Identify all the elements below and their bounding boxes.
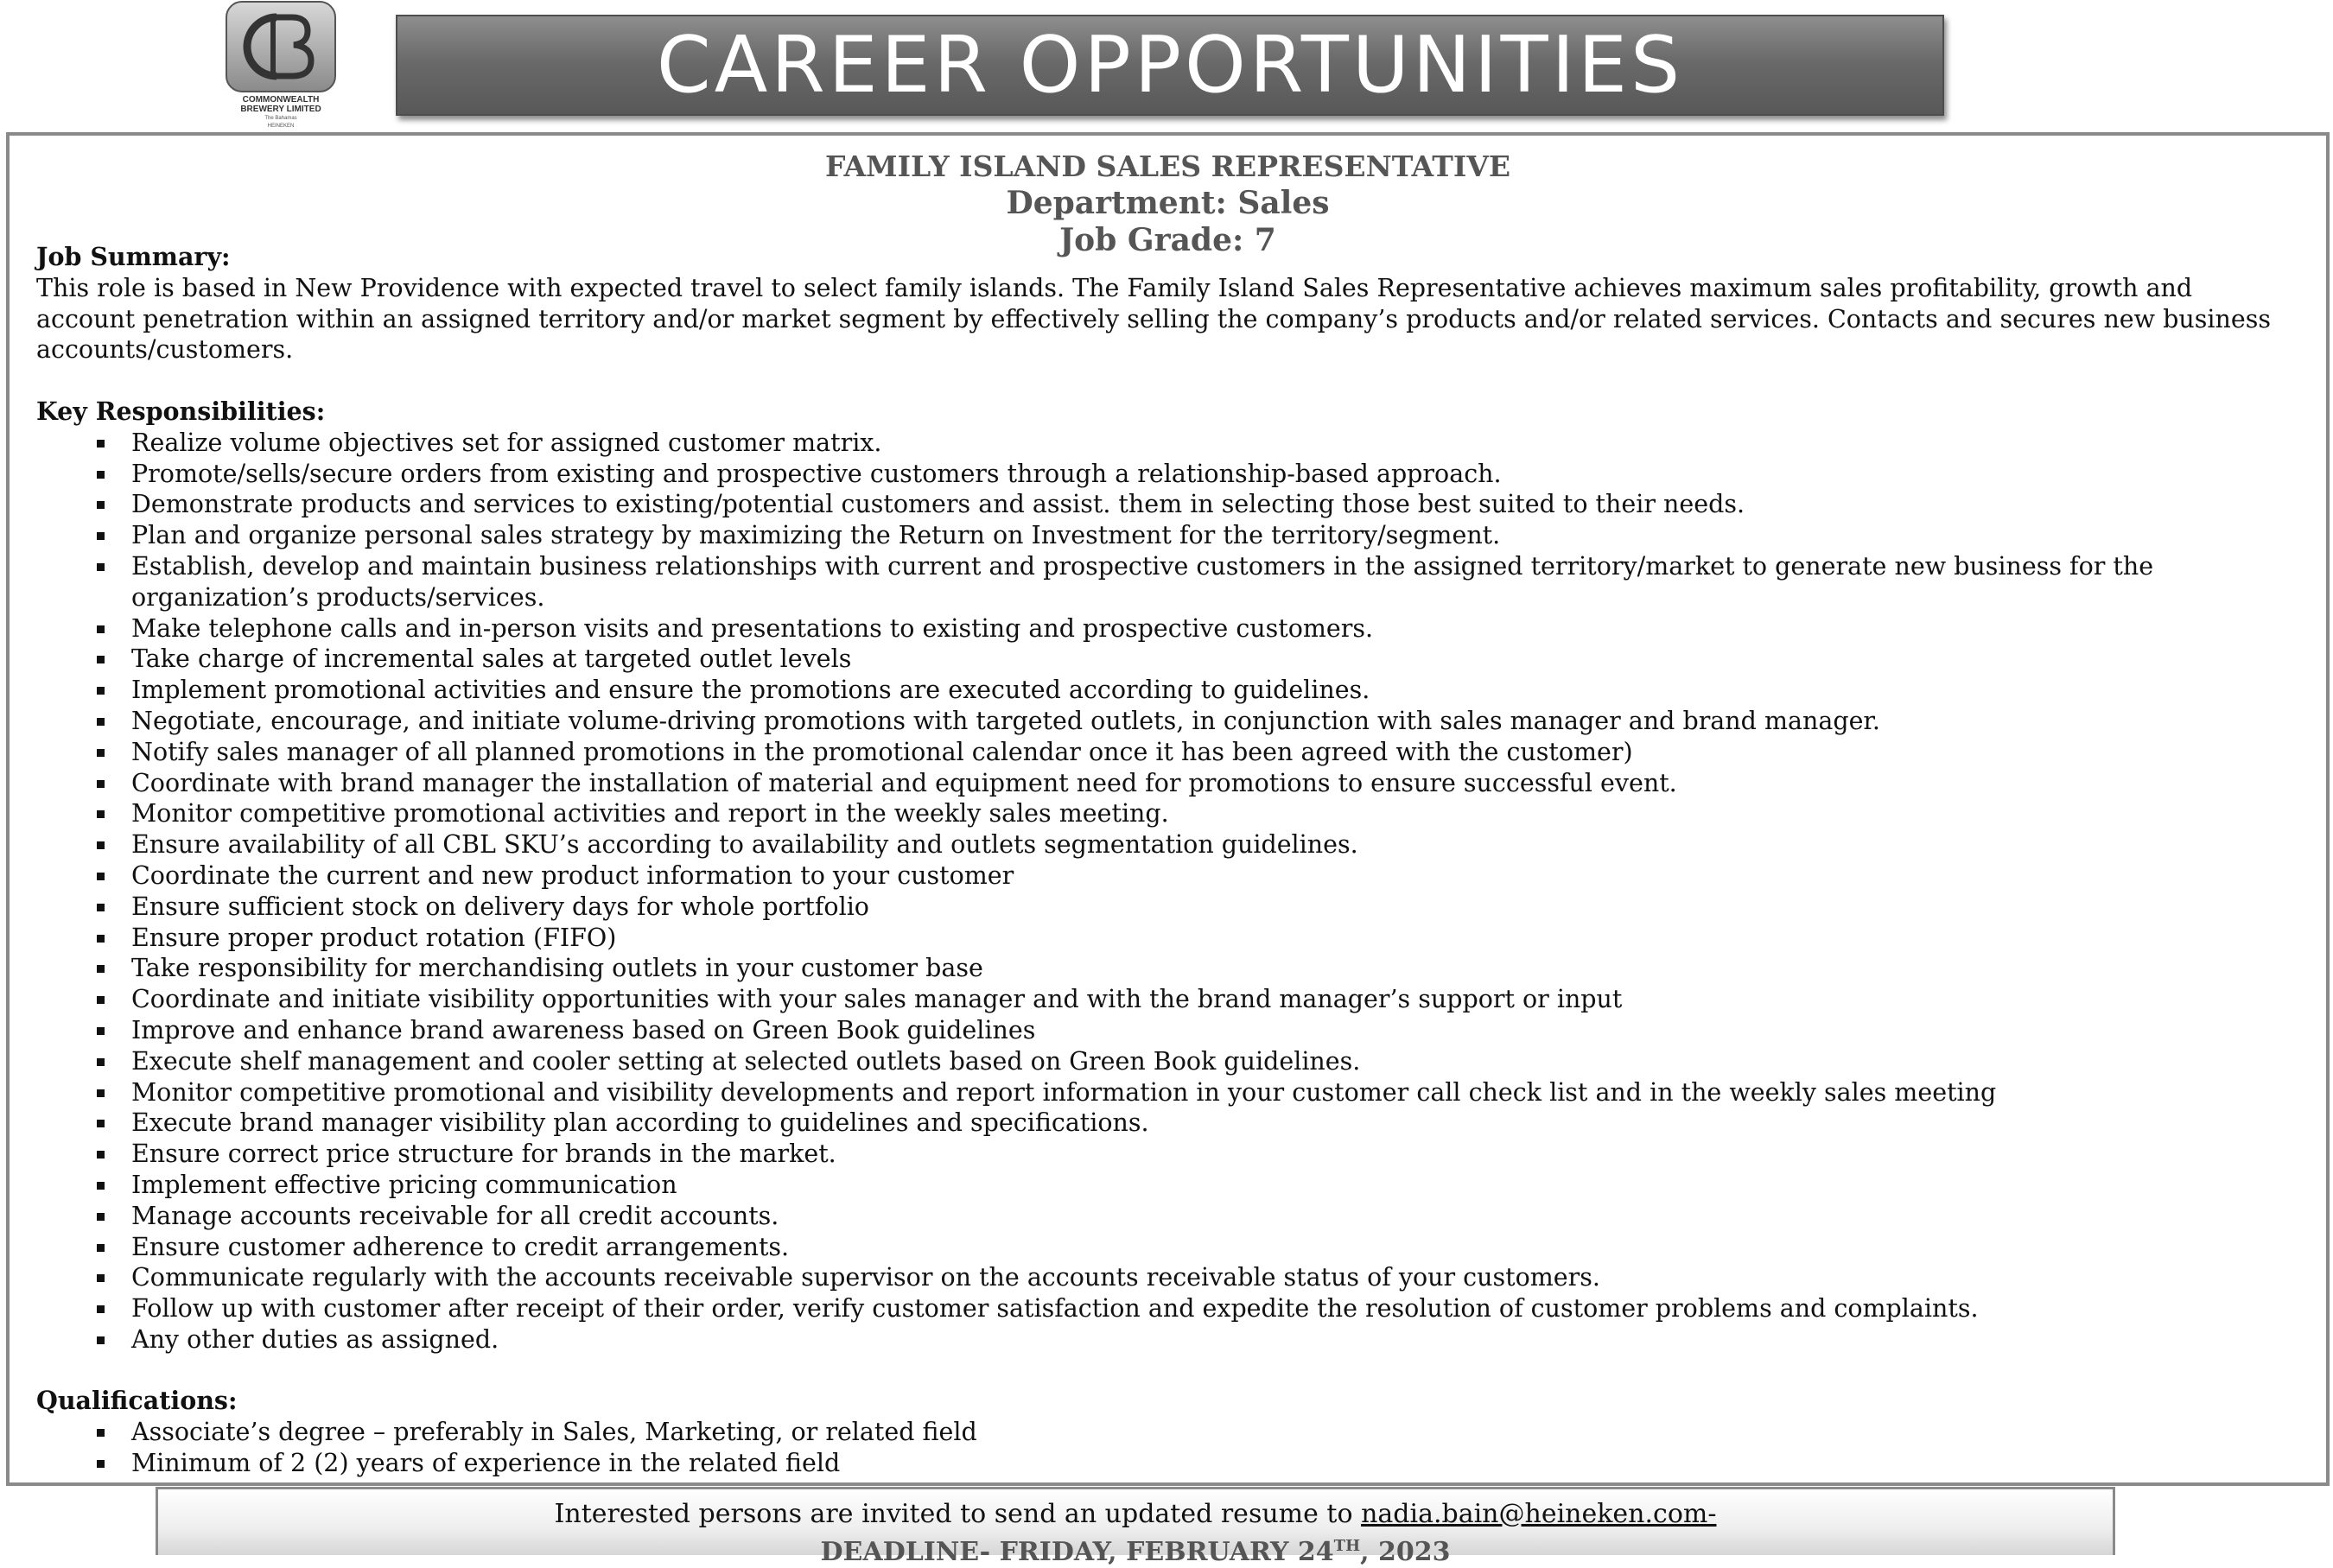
bullet-icon <box>97 1089 105 1097</box>
responsibility-item <box>36 860 2292 892</box>
qualification-item-text: Associate’s degree – preferably in Sales, Marketing, or related field <box>131 1418 977 1447</box>
responsibility-item-text: Demonstrate products and services to existing/potential customers and assist. them in selecting those best suited to their needs. <box>131 490 1745 519</box>
responsibility-item <box>36 1046 2292 1077</box>
responsibility-item-text: Coordinate and initiate visibility opportunities with your sales manager and with the brand manager’s support or input <box>131 985 1623 1014</box>
deadline <box>158 1531 2113 1568</box>
bullet-icon <box>97 687 105 695</box>
bullet-icon <box>97 1182 105 1190</box>
bullet-icon <box>97 810 105 818</box>
responsibility-item-text: Execute brand manager visibility plan according to guidelines and specifications. <box>131 1108 1149 1138</box>
responsibility-item-text: Any other duties as assigned. <box>131 1324 499 1354</box>
bullet-icon <box>97 1274 105 1282</box>
logo-tagline: The Bahamas <box>264 116 297 121</box>
bullet-icon <box>97 1058 105 1066</box>
responsibility-item <box>36 1139 2292 1170</box>
responsibilities-list <box>36 428 2292 1355</box>
bullet-icon <box>97 1336 105 1344</box>
responsibility-item-text: Monitor competitive promotional and visibility developments and report information in your customer call check list and in the weekly sales meeting <box>131 1077 1997 1107</box>
responsibility-item-text: Communicate regularly with the accounts receivable supervisor on the accounts receivable status of your customers. <box>131 1263 1600 1292</box>
job-title: FAMILY ISLAND SALES REPRESENTATIVE <box>824 149 1511 183</box>
responsibility-item-text: Notify sales manager of all planned promotions in the promotional calendar once it has been agreed with the customer) <box>131 737 1633 766</box>
bullet-icon <box>97 471 105 479</box>
qualification-item <box>36 1417 2292 1448</box>
responsibility-item-text: Implement promotional activities and ensure the promotions are executed according to guidelines. <box>131 676 1370 705</box>
responsibility-item <box>36 1170 2292 1201</box>
responsibility-item <box>36 459 2292 490</box>
qualifications-list <box>36 1417 2292 1479</box>
responsibility-item <box>36 1108 2292 1139</box>
responsibility-item <box>36 892 2292 923</box>
responsibility-item <box>36 923 2292 954</box>
responsibility-item-text: Take responsibility for merchandising outlets in your customer base <box>131 954 983 983</box>
responsibility-item-text: Ensure customer adherence to credit arrangements. <box>131 1232 790 1261</box>
responsibility-item-text: Realize volume objectives set for assigned customer matrix. <box>131 428 882 457</box>
responsibility-item-text: Follow up with customer after receipt of their order, verify customer satisfaction and expedite the resolution of customer problems and complaints. <box>131 1294 1979 1324</box>
bullet-icon <box>97 656 105 663</box>
title-banner <box>396 15 1944 116</box>
footer-bar <box>156 1487 2115 1567</box>
logo-name-line2: BREWERY LIMITED <box>240 105 321 114</box>
job-posting-box <box>6 132 2330 1486</box>
responsibility-item <box>36 428 2292 459</box>
responsibility-item-text: Manage accounts receivable for all credit accounts. <box>131 1201 779 1230</box>
responsibility-item-text: Improve and enhance brand awareness based on Green Book guidelines <box>131 1015 1036 1044</box>
responsibility-item-text: Coordinate with brand manager the installation of material and equipment need for promotions to ensure successful event. <box>131 768 1677 797</box>
responsibility-item-text: Ensure correct price structure for brands in the market. <box>131 1139 836 1169</box>
responsibility-item <box>36 1015 2292 1046</box>
responsibility-item-text: Plan and organize personal sales strategy by maximizing the Return on Investment for the territory/segment. <box>131 521 1501 550</box>
responsibility-item <box>36 768 2292 799</box>
responsibility-item <box>36 984 2292 1015</box>
bullet-icon <box>97 1244 105 1252</box>
bullet-icon <box>97 1027 105 1035</box>
bullet-icon <box>97 1213 105 1221</box>
banner-title: CAREER OPPORTUNITIES <box>656 20 1684 111</box>
posting-content <box>36 242 2292 1479</box>
responsibility-item-text: Ensure proper product rotation (FIFO) <box>131 923 617 952</box>
deadline-text: DEADLINE- FRIDAY, FEBRUARY 24 <box>820 1537 1334 1567</box>
responsibility-item <box>36 829 2292 860</box>
bullet-icon <box>97 440 105 448</box>
department: Department: Sales <box>1006 185 1330 221</box>
responsibility-item <box>36 551 2292 613</box>
bullet-icon <box>97 780 105 788</box>
bullet-icon <box>97 563 105 571</box>
cbl-logo-icon <box>223 0 339 130</box>
responsibility-item-text: Establish, develop and maintain business relationships with current and prospective customers in the assigned territory/market to generate new business for the organization’s products/services. <box>131 551 2154 612</box>
bullet-icon <box>97 532 105 540</box>
responsibility-item-text: Execute shelf management and cooler setting at selected outlets based on Green Book guidelines. <box>131 1046 1361 1076</box>
responsibility-item <box>36 737 2292 768</box>
job-summary-heading: Job Summary: <box>36 242 231 271</box>
responsibility-item <box>36 1324 2292 1355</box>
email-link[interactable]: nadia.bain@heineken.com- <box>1361 1499 1717 1529</box>
bullet-icon <box>97 935 105 943</box>
qualification-item-text: Minimum of 2 (2) years of experience in the related field <box>131 1449 841 1478</box>
logo-name-line1: COMMONWEALTH <box>242 95 320 105</box>
bullet-icon <box>97 996 105 1004</box>
company-logo <box>223 0 339 130</box>
bullet-icon <box>97 1429 105 1437</box>
responsibility-item-text: Take charge of incremental sales at targeted outlet levels <box>131 644 852 674</box>
responsibility-item-text: Ensure availability of all CBL SKU’s according to availability and outlets segmentation guidelines. <box>131 830 1358 860</box>
responsibility-item <box>36 613 2292 644</box>
responsibility-item <box>36 1262 2292 1293</box>
deadline-ordinal: TH <box>1333 1537 1361 1555</box>
footer-invite-text: Interested persons are invited to send an updated resume to <box>554 1499 1353 1529</box>
logo-sub: HEINEKEN <box>267 124 295 129</box>
responsibility-item <box>36 953 2292 984</box>
bullet-icon <box>97 841 105 849</box>
bullet-icon <box>97 1305 105 1313</box>
responsibility-item-text: Monitor competitive promotional activities and report in the weekly sales meeting. <box>131 799 1169 828</box>
job-summary-text: This role is based in New Providence with expected travel to select family islands. The Family Island Sales Representative achieves maximum sales profitability, growth and account penetration within an assigned territory and/or market segment by effectively selling the company’s products and/or related services. Contacts and secures new business accounts/customers. <box>36 273 2271 365</box>
bullet-icon <box>97 965 105 973</box>
bullet-icon <box>97 1120 105 1127</box>
qualification-item <box>36 1448 2292 1479</box>
responsibility-item-text: Promote/sells/secure orders from existing and prospective customers through a relationship-based approach. <box>131 459 1502 488</box>
bullet-icon <box>97 749 105 757</box>
responsibility-item <box>36 798 2292 829</box>
bullet-icon <box>97 718 105 726</box>
bullet-icon <box>97 625 105 633</box>
qualifications-heading: Qualifications: <box>36 1386 238 1416</box>
bullet-icon <box>97 501 105 509</box>
bullet-icon <box>97 1460 105 1468</box>
responsibilities-heading: Key Responsibilities: <box>36 396 326 426</box>
responsibility-item <box>36 1077 2292 1108</box>
deadline-year: , 2023 <box>1360 1537 1451 1567</box>
footer-line1 <box>158 1498 2113 1531</box>
responsibility-item <box>36 1201 2292 1232</box>
responsibility-item <box>36 1293 2292 1324</box>
responsibility-item <box>36 1232 2292 1263</box>
responsibility-item-text: Ensure sufficient stock on delivery days for whole portfolio <box>131 892 869 921</box>
responsibility-item <box>36 706 2292 737</box>
responsibility-item-text: Coordinate the current and new product information to your customer <box>131 860 1014 890</box>
bullet-icon <box>97 1151 105 1159</box>
responsibility-item <box>36 675 2292 706</box>
job-grade: Job Grade: 7 <box>1059 222 1276 258</box>
bullet-icon <box>97 873 105 880</box>
responsibility-item-text: Implement effective pricing communication <box>131 1170 677 1199</box>
responsibility-item <box>36 489 2292 520</box>
responsibility-item-text: Negotiate, encourage, and initiate volume-driving promotions with targeted outlets, in conjunction with sales manager and brand manager. <box>131 706 1880 735</box>
responsibility-item <box>36 644 2292 675</box>
responsibility-item-text: Make telephone calls and in-person visits and presentations to existing and prospective customers. <box>131 613 1374 643</box>
bullet-icon <box>97 904 105 911</box>
responsibility-item <box>36 520 2292 551</box>
